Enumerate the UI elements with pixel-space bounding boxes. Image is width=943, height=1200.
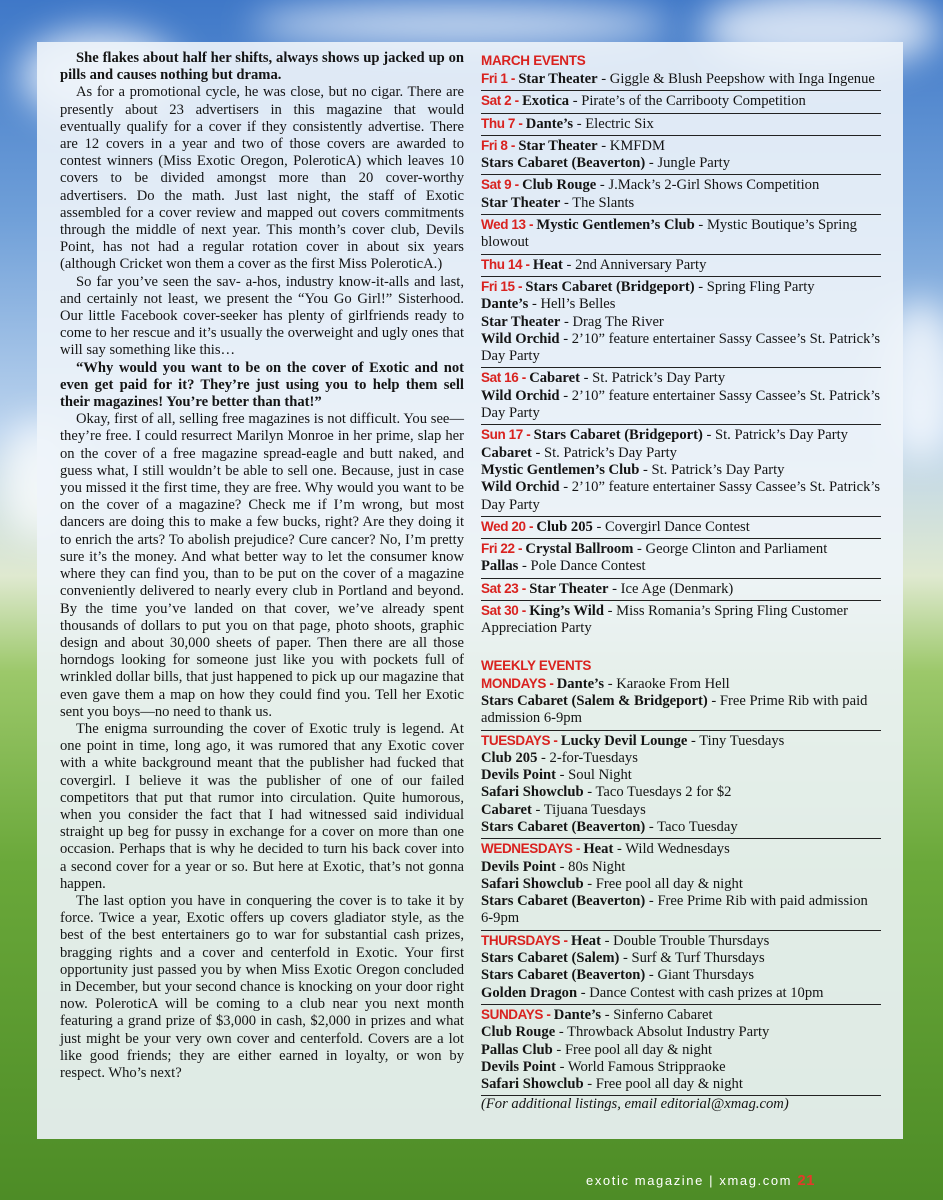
event-line bbox=[481, 675, 881, 693]
event-description: - Giggle & Blush Peepshow with Inga Ingenue bbox=[597, 71, 875, 87]
event-description: - Jungle Party bbox=[645, 155, 730, 172]
event-club: Star Theater bbox=[518, 137, 598, 154]
event-line bbox=[481, 859, 881, 876]
event-club: Heat bbox=[583, 841, 614, 858]
event-line bbox=[481, 802, 881, 819]
event-line bbox=[481, 92, 881, 110]
event-line bbox=[481, 767, 881, 784]
event-club: Star Theater bbox=[481, 194, 561, 211]
event-description: - Taco Tuesdays 2 for $2 bbox=[583, 784, 732, 801]
event-day: Sat 23 - bbox=[481, 580, 530, 596]
event-line bbox=[481, 932, 881, 950]
event-description: - St. Patrick’s Day Party bbox=[531, 444, 677, 461]
event-description: - Covergirl Dance Contest bbox=[592, 518, 750, 535]
event-day: Thu 7 - bbox=[481, 115, 526, 131]
event-line bbox=[481, 369, 881, 387]
event-description: - Soul Night bbox=[556, 767, 632, 784]
event-description: - Electric Six bbox=[573, 115, 654, 132]
event-club: Club 205 bbox=[481, 749, 538, 766]
event-club: Lucky Devil Lounge bbox=[560, 732, 688, 749]
event-line bbox=[481, 893, 881, 928]
event-line bbox=[481, 137, 881, 155]
event-club: Safari Showclub bbox=[481, 1076, 584, 1093]
event-description: - Tiny Tuesdays bbox=[687, 732, 785, 749]
event-line bbox=[481, 388, 881, 423]
event-club: Star Theater bbox=[481, 313, 561, 330]
march-event-entry bbox=[481, 579, 881, 601]
march-event-entry bbox=[481, 539, 881, 579]
event-description: - Wild Wednesdays bbox=[613, 841, 730, 858]
event-line bbox=[481, 540, 881, 558]
event-club: Stars Cabaret (Beaverton) bbox=[481, 155, 646, 172]
event-description: - St. Patrick’s Day Party bbox=[702, 427, 848, 444]
event-description: - Taco Tuesday bbox=[645, 818, 738, 835]
event-description: - 2nd Anniversary Party bbox=[562, 256, 707, 273]
event-club: Star Theater bbox=[529, 580, 609, 597]
event-description: - Mystic Boutique’s Spring blowout bbox=[481, 217, 857, 251]
event-description: - Miss Romania’s Spring Fling Customer Appreciation Party bbox=[481, 603, 849, 637]
event-club: Pallas Club bbox=[481, 1041, 553, 1058]
event-club: Dante’s bbox=[553, 1006, 602, 1023]
event-club: Devils Point bbox=[481, 858, 556, 875]
weekly-events-heading: WEEKLY EVENTS bbox=[481, 657, 592, 673]
event-day: MONDAYS - bbox=[481, 675, 557, 691]
article-paragraph: The enigma surrounding the cover of Exotic truly is legend. At one point in time, long ago, it was rumored that any Exotic cover with a white background meant that the publisher had fucked that covergirl. I believe it was the publisher of one of our failed competitors that put that rumor into circulation. Quite humorous, when you consider the fact that I had witnessed said individual straight up beg for pussy in exchange for a cover on more than one occasion. Perhaps that is why he decided to turn his back cover into a second cover for a year or so. But here at Exotic, that’s not gonna happen. bbox=[60, 720, 464, 892]
event-line bbox=[481, 840, 881, 858]
event-line bbox=[481, 314, 881, 331]
event-day: Sun 17 - bbox=[481, 427, 534, 443]
weekly-event-entry bbox=[481, 731, 881, 840]
event-line bbox=[481, 876, 881, 893]
event-club: Cabaret bbox=[481, 444, 532, 461]
march-event-entry bbox=[481, 255, 881, 277]
event-description: - Pirate’s of the Carribooty Competition bbox=[569, 93, 806, 110]
event-line bbox=[481, 750, 881, 767]
event-club: King’s Wild bbox=[529, 603, 604, 620]
event-line bbox=[481, 70, 881, 88]
article-paragraph: She flakes about half her shifts, always shows up jacked up on pills and causes nothing but drama. bbox=[60, 50, 464, 84]
event-line bbox=[481, 967, 881, 984]
event-line bbox=[481, 693, 881, 728]
event-description: - Spring Fling Party bbox=[694, 278, 815, 295]
event-club: Pallas bbox=[481, 558, 519, 575]
march-event-entry bbox=[481, 425, 881, 516]
event-day: Sat 2 - bbox=[481, 93, 523, 109]
event-line bbox=[481, 176, 881, 194]
event-club: Stars Cabaret (Beaverton) bbox=[481, 818, 646, 835]
event-line bbox=[481, 296, 881, 313]
event-line bbox=[481, 1024, 881, 1041]
event-description: - Free pool all day & night bbox=[552, 1041, 713, 1058]
event-line bbox=[481, 462, 881, 479]
event-line bbox=[481, 518, 881, 536]
page-footer bbox=[586, 1172, 815, 1189]
event-club: Devils Point bbox=[481, 767, 556, 784]
event-day: Sat 16 - bbox=[481, 370, 530, 386]
event-line bbox=[481, 950, 881, 967]
article-paragraph: “Why would you want to be on the cover of Exotic and not even get paid for it? They’re just using you to help them sell their magazines! You’re better than that!” bbox=[60, 359, 464, 411]
article-paragraph: As for a promotional cycle, he was close, but no cigar. There are presently about 23 advertisers in this magazine that would eventually qualify for a cover if they consistently advertise. There are 12 covers in a year and two of those covers are awarded to contest winners (Miss Exotic Oregon, PoleroticA) which leaves 10 covers to be divided amongst more than 20 cover-worthy advertisers. Do the math. Just last night, the staff of Exotic assembled for a cover review and mapped out covers commitments through the middle of next year. This month’s cover club, Devils Point, has not had a regular rotation cover in about six years (although Cricket won them a cover as the first Miss PoleroticA.) bbox=[60, 84, 464, 273]
event-line bbox=[481, 426, 881, 444]
event-line bbox=[481, 558, 881, 575]
event-description: - Dance Contest with cash prizes at 10pm bbox=[577, 984, 824, 1001]
event-day: SUNDAYS - bbox=[481, 1006, 554, 1022]
event-description: - Free Prime Rib with paid admission 6-9pm bbox=[481, 692, 868, 727]
article-paragraph: Okay, first of all, selling free magazines is not difficult. You see—they’re free. I could resurrect Marilyn Monroe in her prime, slap her on the cover of a free magazine spread-eagle and butt naked, and guess what, I still wouldn’t be able to sell one. Because, just in case you missed it the first time, they are free. Why would you want to be on the cover of a magazine? Check me if I’m wrong, but most dancers are doing this to make a few bucks, right? Are they doing it to enrich the arts? To abolish prejudice? Cure cancer? No, I’m pretty sure it’s the money. And what better way to let the consumer know where they can find you, than to be put on the cover of a magazine conveniently delivered to nearly every club in Portland and beyond. By the time you’ve landed on that cover, we’ve already spent thousands of dollars to put you on that page, photo shoots, graphic design and about 30,000 sheets of paper. Then there are all those horndogs looking for someone just like you with pockets full of wrinkled dollar bills, that just happened to pick up our magazine that even gave them a map on how they could find you. Tell her Exotic sent you boys—no need to thank us. bbox=[60, 411, 464, 720]
event-club: Stars Cabaret (Salem & Bridgeport) bbox=[481, 692, 708, 709]
event-line bbox=[481, 256, 881, 274]
weekly-events-list bbox=[481, 674, 881, 1097]
event-club: Stars Cabaret (Beaverton) bbox=[481, 967, 646, 984]
event-club: Dante’s bbox=[481, 296, 529, 313]
event-description: - Drag The River bbox=[560, 313, 664, 330]
event-club: Exotica bbox=[522, 93, 570, 110]
event-day: Wed 13 - bbox=[481, 217, 537, 233]
event-description: - 2’10” feature entertainer Sassy Cassee’s St. Patrick’s Day Party bbox=[481, 330, 881, 365]
event-description: - 2-for-Tuesdays bbox=[537, 749, 638, 766]
event-day: Sat 9 - bbox=[481, 177, 523, 193]
events-column bbox=[481, 53, 881, 1114]
march-event-entry bbox=[481, 69, 881, 91]
event-club: Club Rouge bbox=[481, 1024, 556, 1041]
event-description: - Free Prime Rib with paid admission 6-9pm bbox=[481, 893, 868, 927]
event-description: - World Famous Strippraoke bbox=[556, 1058, 726, 1075]
march-event-entry bbox=[481, 136, 881, 176]
event-day: THURSDAYS - bbox=[481, 932, 571, 948]
event-club: Stars Cabaret (Beaverton) bbox=[481, 893, 646, 910]
event-description: - 2’10” feature entertainer Sassy Cassee’s St. Patrick’s Day Party bbox=[481, 387, 881, 422]
event-line bbox=[481, 985, 881, 1002]
march-event-entry bbox=[481, 215, 881, 255]
march-event-entry bbox=[481, 368, 881, 425]
event-club: Stars Cabaret (Bridgeport) bbox=[533, 427, 703, 444]
event-line bbox=[481, 602, 881, 638]
event-day: Fri 22 - bbox=[481, 541, 526, 557]
event-description: - Surf & Turf Thursdays bbox=[619, 950, 765, 967]
event-line bbox=[481, 732, 881, 750]
weekly-event-entry bbox=[481, 839, 881, 930]
event-club: Dante’s bbox=[525, 115, 574, 132]
article-paragraph: So far you’ve seen the sav- a-hos, industry know-it-alls and last, and certainly not least, we present the “You Go Girl!” Sisterhood. Our little Facebook cover-seeker has plenty of girlfriends ready to come to her rescue and it’s usually the overweight and ugly ones that will say something like this… bbox=[60, 273, 464, 359]
event-line bbox=[481, 1076, 881, 1093]
event-description: - KMFDM bbox=[597, 137, 665, 154]
event-line bbox=[481, 445, 881, 462]
weekly-event-entry bbox=[481, 674, 881, 731]
event-club: Club Rouge bbox=[522, 177, 597, 194]
event-description: - Ice Age (Denmark) bbox=[608, 580, 734, 597]
event-club: Safari Showclub bbox=[481, 784, 584, 801]
event-club: Safari Showclub bbox=[481, 875, 584, 892]
event-description: - J.Mack’s 2-Girl Shows Competition bbox=[596, 177, 820, 194]
event-club: Mystic Gentlemen’s Club bbox=[481, 461, 640, 478]
event-line bbox=[481, 819, 881, 836]
event-day: Fri 1 - bbox=[481, 71, 519, 86]
event-line bbox=[481, 115, 881, 133]
event-description: - Tijuana Tuesdays bbox=[531, 801, 646, 818]
event-line bbox=[481, 1059, 881, 1076]
event-day: Thu 14 - bbox=[481, 256, 533, 272]
march-event-entry bbox=[481, 601, 881, 640]
listings-note: (For additional listings, email editorial@xmag.com) bbox=[481, 1096, 789, 1113]
event-club: Club 205 bbox=[536, 518, 593, 535]
event-line bbox=[481, 278, 881, 296]
event-line bbox=[481, 580, 881, 598]
footer-brand: exotic magazine | xmag.com bbox=[586, 1173, 793, 1188]
event-day: Fri 8 - bbox=[481, 137, 519, 153]
event-description: - St. Patrick’s Day Party bbox=[639, 461, 785, 478]
march-event-entry bbox=[481, 91, 881, 113]
event-description: - Double Trouble Thursdays bbox=[600, 932, 770, 949]
event-club: Heat bbox=[532, 256, 563, 273]
event-club: Wild Orchid bbox=[481, 387, 560, 404]
event-day: Wed 20 - bbox=[481, 518, 537, 534]
event-club: Golden Dragon bbox=[481, 984, 578, 1001]
event-club: Stars Cabaret (Bridgeport) bbox=[525, 278, 695, 295]
article-paragraph: The last option you have in conquering the cover is to take it by force. Twice a year, Exotic offers up covers gladiator style, as the best of the best entertainers go to war for substantial cash prizes, bragging rights and a cover and centerfold in Exotic. Your first opportunity just passed you by when Miss Exotic Oregon concluded in December, but your second chance is knocking on your door right now. PoleroticA will be coming to a club near you next month featuring a grand prize of $3,000 in cash, $2,000 in prizes and what just might be your very own cover and centerfold. Covers are a lot like good friends; they are either earned in loyalty, or won by respect. Who’s next? bbox=[60, 892, 464, 1081]
event-description: - 80s Night bbox=[556, 858, 626, 875]
event-club: Cabaret bbox=[481, 801, 532, 818]
article-column bbox=[60, 50, 464, 1082]
event-club: Cabaret bbox=[529, 370, 580, 387]
event-line bbox=[481, 1042, 881, 1059]
weekly-event-entry bbox=[481, 931, 881, 1005]
event-day: Sat 30 - bbox=[481, 603, 530, 619]
event-line bbox=[481, 784, 881, 801]
event-club: Crystal Ballroom bbox=[525, 541, 634, 558]
event-description: - 2’10” feature entertainer Sassy Cassee’s St. Patrick’s Day Party bbox=[481, 479, 881, 513]
event-line bbox=[481, 479, 881, 514]
event-club: Mystic Gentlemen’s Club bbox=[536, 217, 695, 234]
event-description: - Giant Thursdays bbox=[645, 967, 755, 984]
event-description: - St. Patrick’s Day Party bbox=[580, 370, 726, 387]
event-day: WEDNESDAYS - bbox=[481, 841, 584, 857]
event-club: Wild Orchid bbox=[481, 479, 560, 496]
event-club: Devils Point bbox=[481, 1058, 556, 1075]
event-line bbox=[481, 331, 881, 366]
event-line bbox=[481, 1006, 881, 1024]
event-day: TUESDAYS - bbox=[481, 732, 561, 748]
march-events-heading: MARCH EVENTS bbox=[481, 53, 586, 68]
march-event-entry bbox=[481, 277, 881, 368]
event-description: - The Slants bbox=[560, 194, 635, 211]
event-description: - Throwback Absolut Industry Party bbox=[555, 1024, 770, 1041]
event-day: Fri 15 - bbox=[481, 278, 526, 294]
march-event-entry bbox=[481, 175, 881, 215]
page-number: 21 bbox=[797, 1172, 816, 1189]
event-description: - Hell’s Belles bbox=[528, 296, 616, 313]
event-description: - Free pool all day & night bbox=[583, 875, 743, 892]
march-events-list bbox=[481, 69, 881, 640]
event-description: - Karaoke From Hell bbox=[604, 675, 730, 692]
event-line bbox=[481, 195, 881, 212]
event-line bbox=[481, 155, 881, 172]
event-description: - Sinferno Cabaret bbox=[601, 1006, 713, 1023]
march-event-entry bbox=[481, 114, 881, 136]
event-description: - Pole Dance Contest bbox=[518, 558, 646, 575]
event-line bbox=[481, 216, 881, 252]
event-club: Dante’s bbox=[556, 675, 605, 692]
event-club: Wild Orchid bbox=[481, 330, 560, 347]
event-club: Star Theater bbox=[518, 71, 598, 87]
event-description: - Free pool all day & night bbox=[583, 1076, 743, 1093]
event-club: Heat bbox=[570, 932, 601, 949]
event-club: Stars Cabaret (Salem) bbox=[481, 950, 620, 967]
weekly-event-entry bbox=[481, 1005, 881, 1096]
event-description: - George Clinton and Parliament bbox=[633, 541, 828, 558]
march-event-entry bbox=[481, 517, 881, 539]
